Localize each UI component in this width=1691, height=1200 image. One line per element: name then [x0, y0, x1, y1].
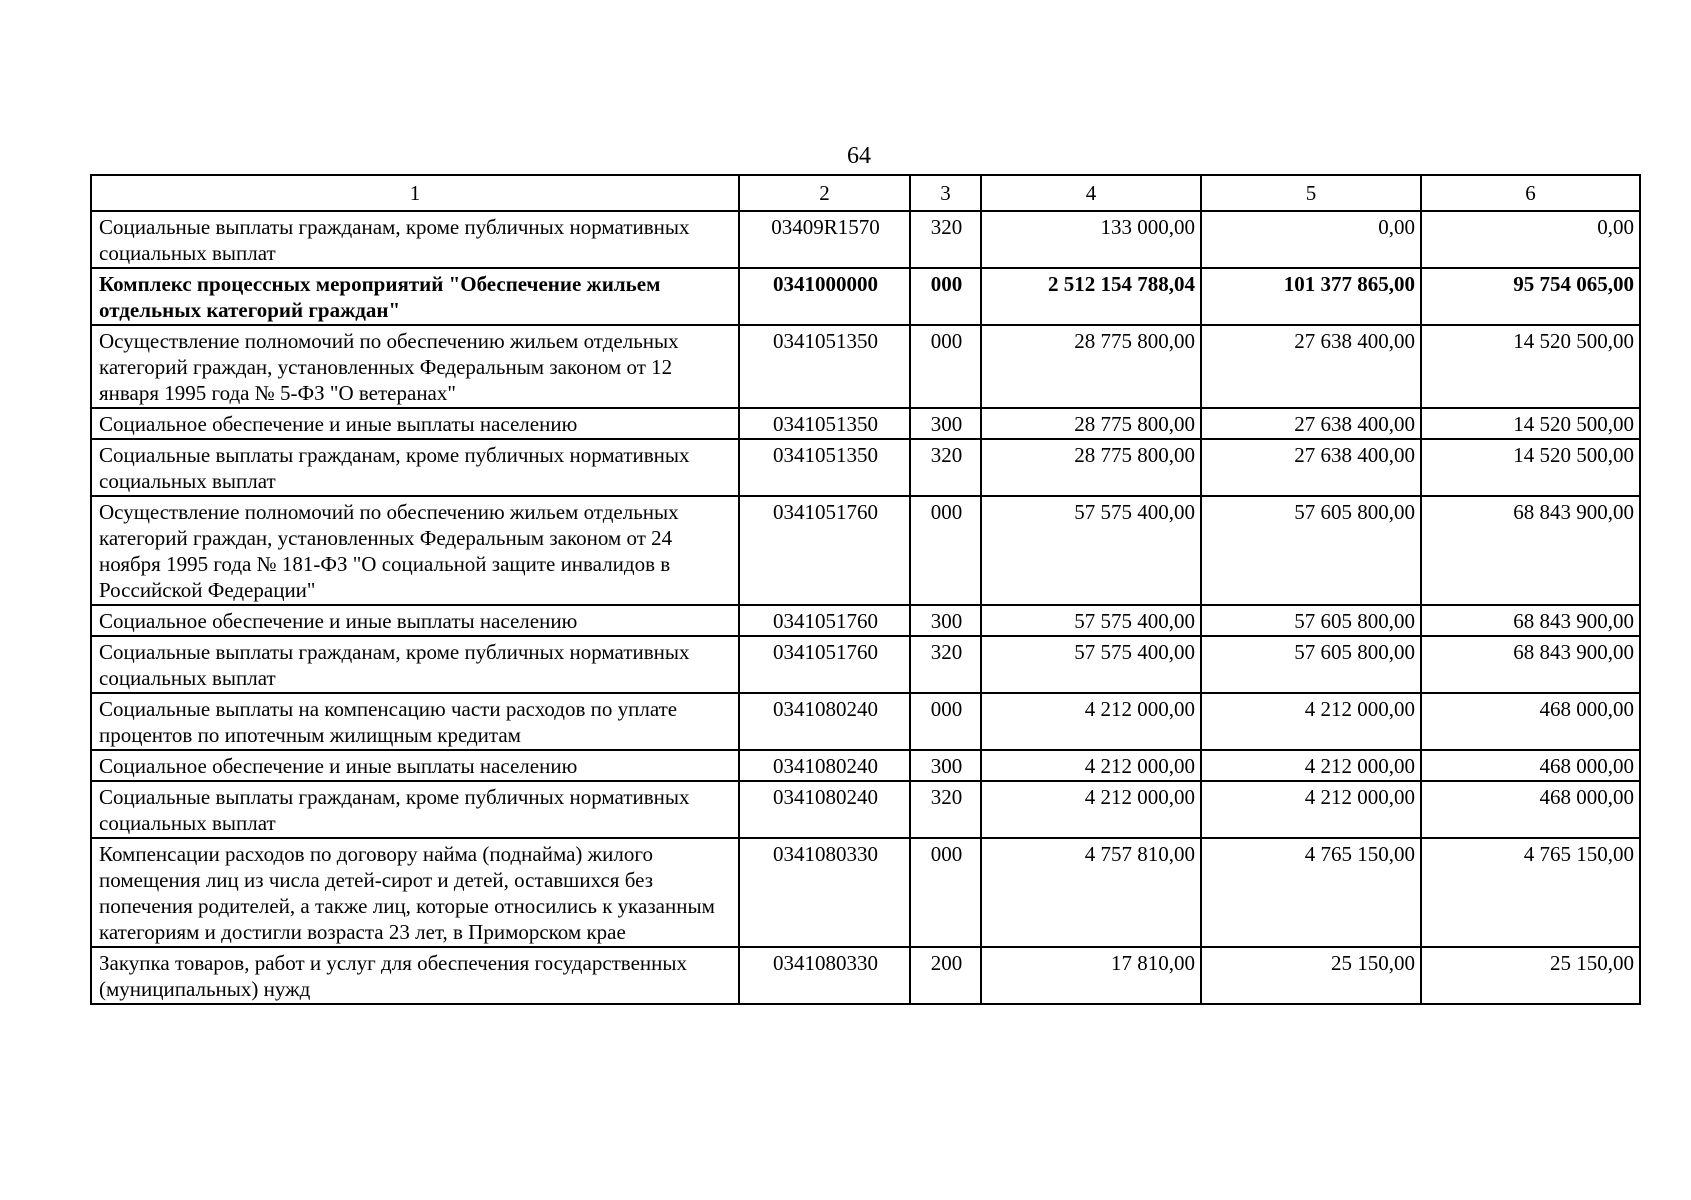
row-amount-col6: 468 000,00: [1421, 693, 1640, 750]
row-amount-col5: 27 638 400,00: [1201, 439, 1421, 496]
row-amount-col4: 4 212 000,00: [981, 750, 1201, 781]
row-amount-col5: 57 605 800,00: [1201, 496, 1421, 605]
row-type-cell: 320: [910, 439, 981, 496]
row-code-cell: 0341000000: [739, 268, 910, 325]
row-name-cell: Комплекс процессных мероприятий "Обеспечение жильем отдельных категорий граждан": [91, 268, 739, 325]
row-name-cell: Социальные выплаты гражданам, кроме публичных нормативных социальных выплат: [91, 781, 739, 838]
row-type-cell: 000: [910, 838, 981, 947]
row-amount-col4: 4 757 810,00: [981, 838, 1201, 947]
row-name-cell: Социальные выплаты гражданам, кроме публичных нормативных социальных выплат: [91, 636, 739, 693]
header-col-2: 2: [739, 175, 910, 211]
row-amount-col5: 4 212 000,00: [1201, 693, 1421, 750]
row-name-cell: Социальное обеспечение и иные выплаты населению: [91, 605, 739, 636]
row-code-cell: 0341080240: [739, 750, 910, 781]
row-name-cell: Социальные выплаты гражданам, кроме публичных нормативных социальных выплат: [91, 211, 739, 268]
row-type-cell: 200: [910, 947, 981, 1004]
row-amount-col5: 25 150,00: [1201, 947, 1421, 1004]
row-amount-col4: 57 575 400,00: [981, 636, 1201, 693]
row-amount-col6: 14 520 500,00: [1421, 325, 1640, 408]
row-amount-col4: 2 512 154 788,04: [981, 268, 1201, 325]
row-name-cell: Социальные выплаты на компенсацию части расходов по уплате процентов по ипотечным жилищным кредитам: [91, 693, 739, 750]
row-amount-col5: 4 212 000,00: [1201, 781, 1421, 838]
row-type-cell: 300: [910, 408, 981, 439]
row-name-cell: Социальные выплаты гражданам, кроме публичных нормативных социальных выплат: [91, 439, 739, 496]
row-type-cell: 000: [910, 693, 981, 750]
row-amount-col4: 4 212 000,00: [981, 693, 1201, 750]
row-code-cell: 0341051350: [739, 439, 910, 496]
row-name-cell: Компенсации расходов по договору найма (поднайма) жилого помещения лиц из числа детей-сирот и детей, оставшихся без попечения родителей, а также лиц, которые относились к указанным категориям и достигли возраста 23 лет, в Приморском крае: [91, 838, 739, 947]
row-code-cell: 0341080330: [739, 947, 910, 1004]
header-col-3: 3: [910, 175, 981, 211]
row-amount-col5: 101 377 865,00: [1201, 268, 1421, 325]
row-amount-col6: 68 843 900,00: [1421, 636, 1640, 693]
row-amount-col6: 0,00: [1421, 211, 1640, 268]
row-name-cell: Социальное обеспечение и иные выплаты населению: [91, 408, 739, 439]
table-body: [91, 211, 1640, 1004]
row-amount-col5: 4 765 150,00: [1201, 838, 1421, 947]
row-type-cell: 320: [910, 636, 981, 693]
row-type-cell: 000: [910, 325, 981, 408]
table-row: [91, 325, 1640, 408]
header-col-1: 1: [91, 175, 739, 211]
row-code-cell: 0341051760: [739, 496, 910, 605]
row-amount-col6: 68 843 900,00: [1421, 496, 1640, 605]
table-row: [91, 838, 1640, 947]
row-code-cell: 0341051350: [739, 408, 910, 439]
row-name-cell: Закупка товаров, работ и услуг для обеспечения государственных (муниципальных) нужд: [91, 947, 739, 1004]
row-amount-col6: 25 150,00: [1421, 947, 1640, 1004]
table-row: [91, 947, 1640, 1004]
table-row: [91, 781, 1640, 838]
row-code-cell: 03409R1570: [739, 211, 910, 268]
row-amount-col5: 27 638 400,00: [1201, 408, 1421, 439]
header-col-5: 5: [1201, 175, 1421, 211]
row-amount-col4: 28 775 800,00: [981, 325, 1201, 408]
row-type-cell: 000: [910, 268, 981, 325]
row-type-cell: 000: [910, 496, 981, 605]
header-col-6: 6: [1421, 175, 1640, 211]
row-amount-col5: 4 212 000,00: [1201, 750, 1421, 781]
row-amount-col6: 468 000,00: [1421, 781, 1640, 838]
row-code-cell: 0341080330: [739, 838, 910, 947]
row-amount-col6: 95 754 065,00: [1421, 268, 1640, 325]
row-amount-col4: 133 000,00: [981, 211, 1201, 268]
table-row: [91, 439, 1640, 496]
row-type-cell: 300: [910, 605, 981, 636]
table-row: [91, 636, 1640, 693]
row-type-cell: 320: [910, 211, 981, 268]
header-col-4: 4: [981, 175, 1201, 211]
table-row: [91, 693, 1640, 750]
header-row: [91, 175, 1640, 211]
table-row: [91, 211, 1640, 268]
row-code-cell: 0341051760: [739, 636, 910, 693]
row-amount-col6: 468 000,00: [1421, 750, 1640, 781]
row-amount-col4: 4 212 000,00: [981, 781, 1201, 838]
row-type-cell: 300: [910, 750, 981, 781]
table-row: [91, 605, 1640, 636]
row-code-cell: 0341080240: [739, 781, 910, 838]
row-code-cell: 0341080240: [739, 693, 910, 750]
row-amount-col4: 28 775 800,00: [981, 439, 1201, 496]
row-code-cell: 0341051350: [739, 325, 910, 408]
row-amount-col5: 57 605 800,00: [1201, 605, 1421, 636]
table-row: [91, 408, 1640, 439]
row-amount-col6: 68 843 900,00: [1421, 605, 1640, 636]
table-row: [91, 496, 1640, 605]
row-amount-col6: 14 520 500,00: [1421, 408, 1640, 439]
table-row: [91, 268, 1640, 325]
row-amount-col4: 57 575 400,00: [981, 496, 1201, 605]
row-amount-col6: 14 520 500,00: [1421, 439, 1640, 496]
table-row: [91, 750, 1640, 781]
row-amount-col4: 28 775 800,00: [981, 408, 1201, 439]
row-code-cell: 0341051760: [739, 605, 910, 636]
row-amount-col4: 57 575 400,00: [981, 605, 1201, 636]
row-type-cell: 320: [910, 781, 981, 838]
row-name-cell: Осуществление полномочий по обеспечению жильем отдельных категорий граждан, установленных Федеральным законом от 12 января 1995 года № 5-ФЗ "О ветеранах": [91, 325, 739, 408]
row-name-cell: Социальное обеспечение и иные выплаты населению: [91, 750, 739, 781]
row-amount-col6: 4 765 150,00: [1421, 838, 1640, 947]
row-name-cell: Осуществление полномочий по обеспечению жильем отдельных категорий граждан, установленных Федеральным законом от 24 ноября 1995 года № 181-ФЗ "О социальной защите инвалидов в Российской Федерации": [91, 496, 739, 605]
row-amount-col5: 27 638 400,00: [1201, 325, 1421, 408]
budget-table: [90, 174, 1641, 1005]
row-amount-col5: 57 605 800,00: [1201, 636, 1421, 693]
row-amount-col5: 0,00: [1201, 211, 1421, 268]
row-amount-col4: 17 810,00: [981, 947, 1201, 1004]
page-number: 64: [847, 143, 871, 169]
